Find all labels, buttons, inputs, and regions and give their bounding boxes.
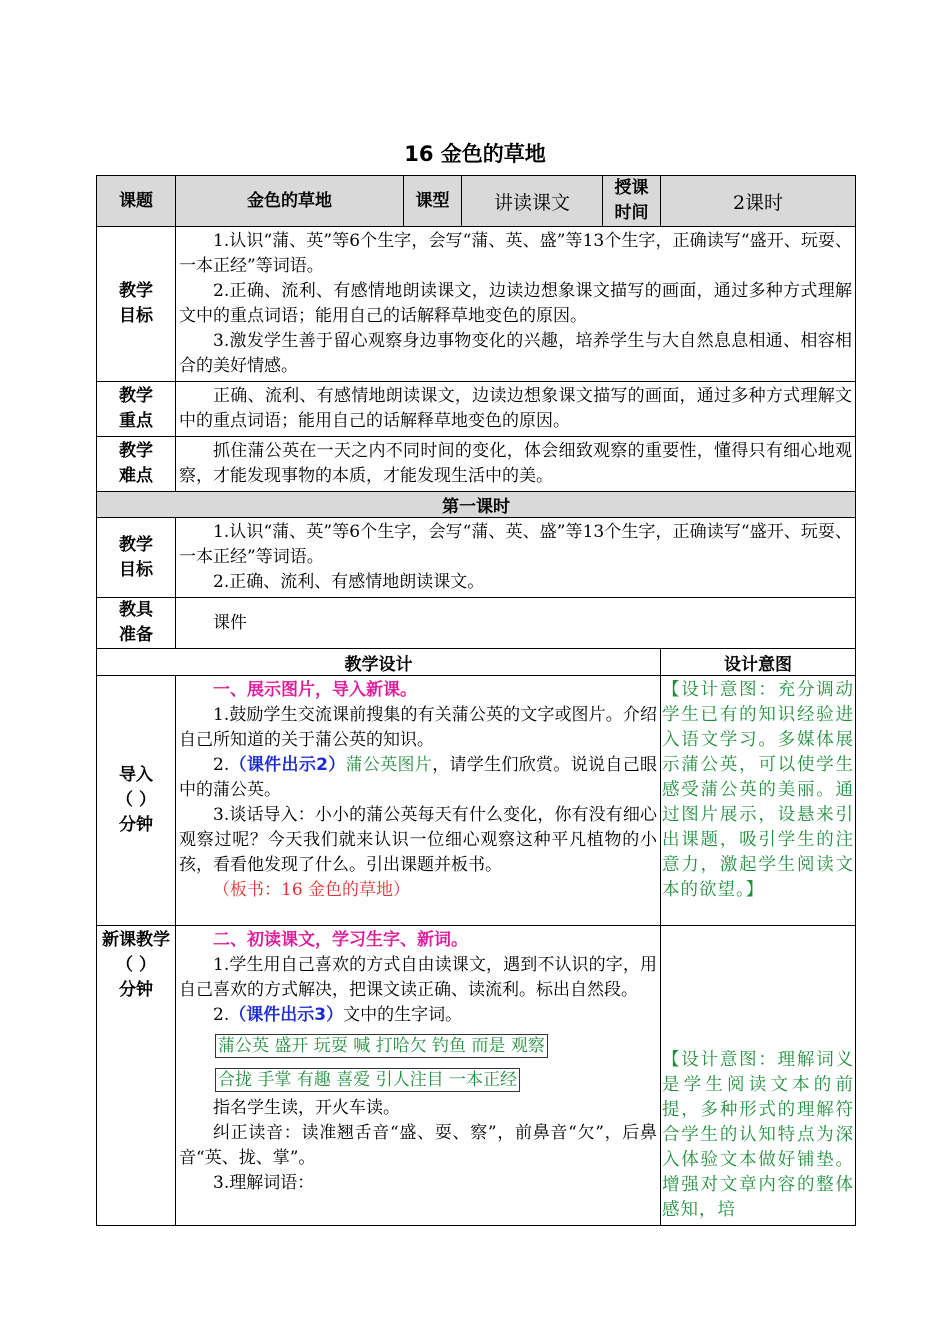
page-title: 16 金色的草地	[404, 142, 546, 166]
stage-intro-label-line3: 分钟	[119, 815, 153, 835]
lesson-goal-item: 1.认识“蒲、英”等6个生字，会写“蒲、英、盛”等13个生字，正确读写“盛开、玩耍、一本正经”等词语。	[179, 522, 852, 567]
stage-new-label-line2: （ ）	[116, 955, 156, 975]
stage-new-p5: 3.理解词语：	[213, 1173, 315, 1193]
stage-intro-label	[97, 676, 176, 926]
design-header-right: 设计意图	[661, 649, 856, 676]
time-label	[603, 176, 661, 227]
lesson-goals-label-line1: 教学	[119, 534, 153, 555]
difficulties-label-line1: 教学	[119, 441, 153, 461]
stage-new-p2	[179, 1003, 657, 1028]
stage-new-heading: 二、初读课文，学习生字、新词。	[213, 930, 468, 950]
tools-label	[97, 598, 176, 649]
lesson-goals-content	[176, 518, 856, 598]
type-label: 课型	[404, 176, 462, 227]
design-header-left: 教学设计	[97, 649, 661, 676]
time-label-line2: 时间	[614, 203, 649, 223]
stage-intro-label-line2: （ ）	[116, 790, 156, 810]
p2-number: 2.	[213, 1005, 230, 1025]
topic-label: 课题	[97, 176, 176, 227]
goals-content	[176, 227, 856, 382]
tools-content	[176, 598, 856, 649]
lesson-goals-label-line2: 目标	[119, 559, 153, 580]
p2-number: 2.	[213, 755, 230, 775]
stage-new-label-line1: 新课教学	[102, 930, 170, 950]
first-lesson-heading: 第一课时	[97, 492, 856, 518]
stage-new-intent: 【设计意图：理解词义是学生阅读文本的前提，多种形式的理解符合学生的认知特点为深入体验文本做好铺垫。增强对文章内容的整体感知，培	[661, 926, 856, 1226]
key-points-label-line1: 教学	[119, 386, 153, 406]
lesson-goals-row	[97, 518, 856, 598]
key-points-label-line2: 重点	[119, 411, 153, 431]
first-lesson-row	[97, 492, 856, 518]
courseware-tag: （课件出示3）	[229, 1005, 344, 1025]
tools-value: 课件	[213, 612, 247, 633]
vocab-box-1: 蒲公英 盛开 玩耍 喊 打哈欠 钓鱼 而是 观察	[215, 1034, 548, 1058]
courseware-content: 蒲公英图片	[345, 755, 433, 775]
stage-intro-p1: 1.鼓励学生交流课前搜集的有关蒲公英的文字或图片。介绍自己所知道的关于蒲公英的知识。	[179, 705, 657, 750]
stage-new-label-line3: 分钟	[119, 980, 153, 1000]
stage-intro-intent: 【设计意图：充分调动学生已有的知识经验进入语文学习。多媒体展示蒲公英，可以使学生感受蒲公英的美丽。通过图片展示，设悬来引出课题，吸引学生的注意力，激起学生阅读文本的欲望。】	[661, 676, 856, 926]
vocab-box-2: 合拢 手掌 有趣 喜爱 引人注目 一本正经	[215, 1068, 520, 1092]
stage-new-p1: 1.学生用自己喜欢的方式自由读课文，遇到不认识的字，用自己喜欢的方式解决，把课文读正确、读流利。标出自然段。	[179, 955, 657, 1000]
stage-intro-heading: 一、展示图片，导入新课。	[213, 680, 417, 700]
stage-new-p3: 指名学生读，开火车读。	[213, 1098, 400, 1118]
p2-rest: ，请学生们欣赏。说说自己眼中的蒲公英。	[179, 755, 658, 800]
goal-item: 2.正确、流利、有感情地朗读课文，边读边想象课文描写的画面，通过多种方式理解文中的重点词语；能用自己的话解释草地变色的原因。	[179, 281, 852, 326]
stage-new-row	[97, 926, 856, 1226]
stage-intro-row	[97, 676, 856, 926]
difficulties-row	[97, 437, 856, 492]
time-label-line1: 授课	[614, 178, 649, 198]
difficulties-text: 抓住蒲公英在一天之内不同时间的变化，体会细致观察的重要性，懂得只有细心地观察，才能发现事物的本质，才能发现生活中的美。	[179, 441, 852, 486]
goals-label-line2: 目标	[119, 306, 153, 326]
goal-item: 1.认识“蒲、英”等6个生字，会写“蒲、英、盛”等13个生字，正确读写“盛开、玩耍、一本正经”等词语。	[179, 231, 852, 276]
key-points-content	[176, 382, 856, 437]
time-value: 2课时	[661, 176, 856, 227]
lesson-goals-label	[97, 518, 176, 598]
key-points-row	[97, 382, 856, 437]
tools-label-line1: 教具	[119, 600, 153, 620]
stage-new-p4: 纠正读音：读准翘舌音“盛、耍、察”，前鼻音“欠”，后鼻音“英、拢、掌”。	[179, 1123, 657, 1168]
lesson-plan-table	[96, 175, 856, 1226]
topic-value: 金色的草地	[176, 176, 404, 227]
design-header-row	[97, 649, 856, 676]
stage-intro-content	[176, 676, 661, 926]
courseware-tag: （课件出示2）	[229, 755, 346, 775]
difficulties-label	[97, 437, 176, 492]
difficulties-label-line2: 难点	[119, 466, 153, 486]
stage-intro-p2	[179, 753, 657, 803]
goals-label	[97, 227, 176, 382]
tools-row	[97, 598, 856, 649]
header-row	[97, 176, 856, 227]
stage-intro-p3: 3.谈话导入：小小的蒲公英每天有什么变化，你有没有细心观察过呢？今天我们就来认识一位细心观察这种平凡植物的小孩，看看他发现了什么。引出课题并板书。	[179, 805, 657, 875]
stage-new-content	[176, 926, 661, 1226]
p2-rest: 文中的生字词。	[343, 1005, 463, 1025]
key-points-label	[97, 382, 176, 437]
tools-label-line2: 准备	[119, 625, 153, 645]
board-writing: （板书：16 金色的草地）	[213, 880, 411, 900]
stage-new-label	[97, 926, 176, 1226]
stage-intro-label-line1: 导入	[119, 765, 153, 785]
lesson-goal-item: 2.正确、流利、有感情地朗读课文。	[213, 572, 485, 592]
goals-row	[97, 227, 856, 382]
goal-item: 3.激发学生善于留心观察身边事物变化的兴趣，培养学生与大自然息息相通、相容相合的美好情感。	[179, 331, 852, 376]
goals-label-line1: 教学	[119, 281, 153, 301]
type-value: 讲读课文	[462, 176, 603, 227]
difficulties-content	[176, 437, 856, 492]
key-points-text: 正确、流利、有感情地朗读课文，边读边想象课文描写的画面，通过多种方式理解文中的重点词语；能用自己的话解释草地变色的原因。	[179, 386, 852, 431]
